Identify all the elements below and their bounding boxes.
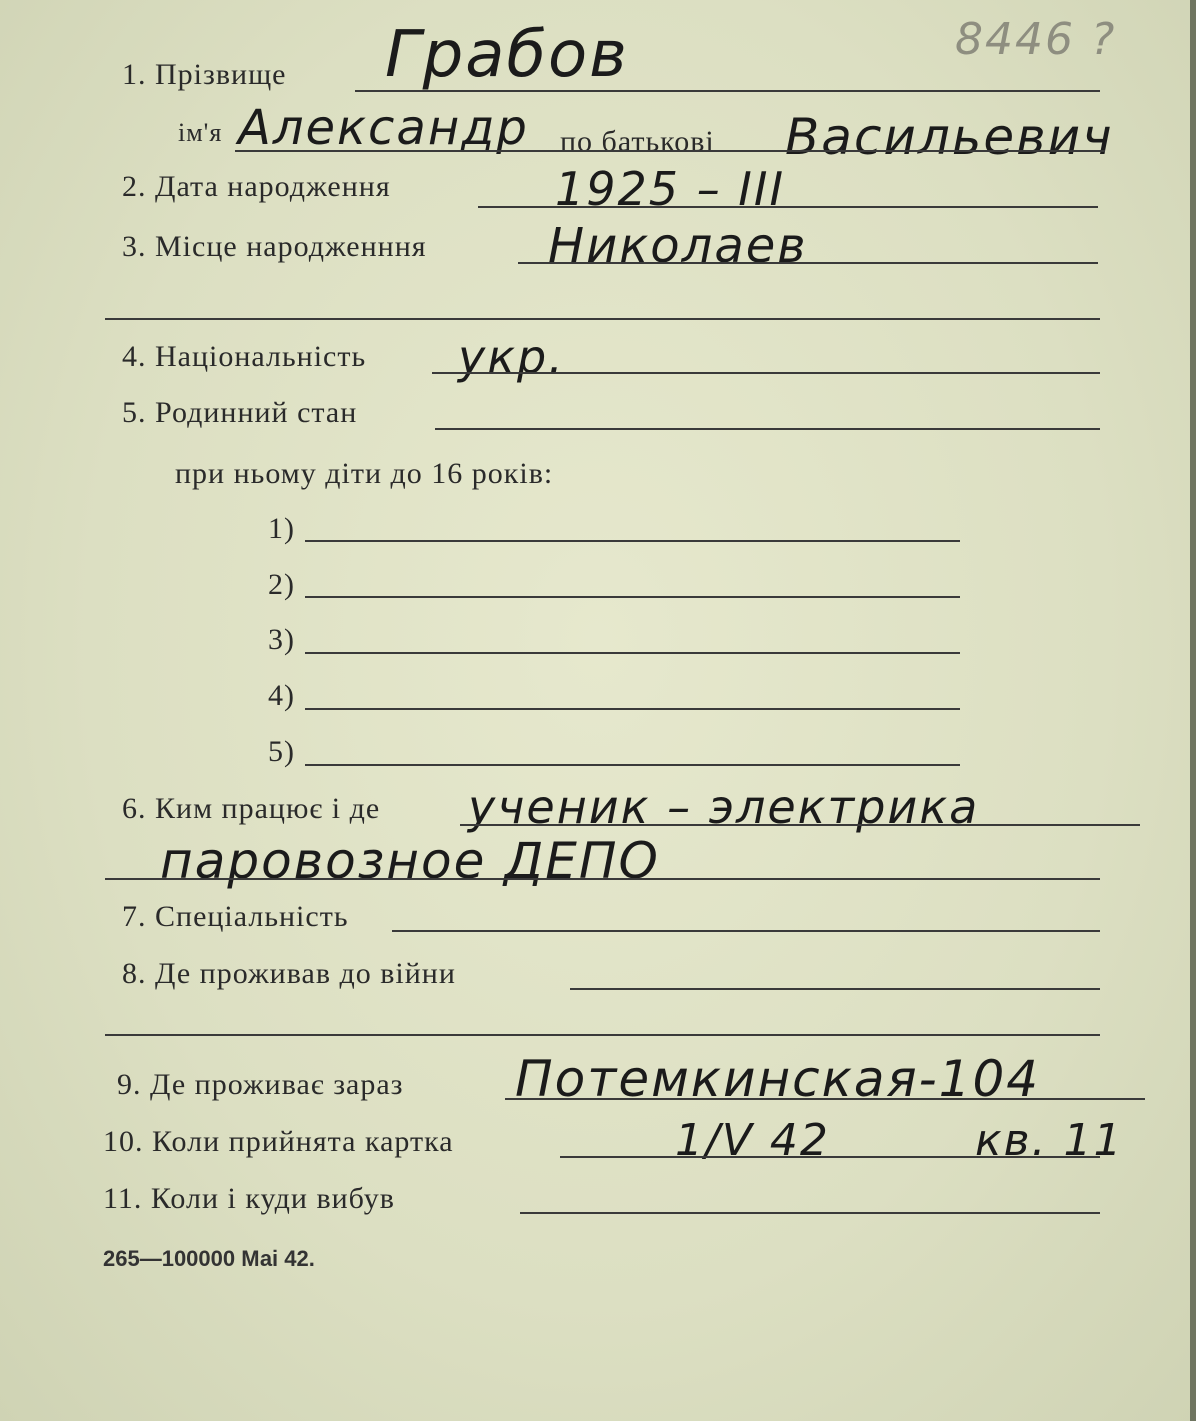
specialty-label: 7. Спеціальність (122, 900, 349, 933)
child-1-line (305, 540, 960, 542)
child-2-line (305, 596, 960, 598)
family-status-label: 5. Родинний стан (122, 396, 358, 429)
child-5-line (305, 764, 960, 766)
birth-place-line (518, 262, 1098, 264)
child-1-label: 1) (268, 512, 295, 545)
birth-place-value: Николаев (548, 218, 808, 274)
departed-label: 11. Коли і куди вибув (103, 1182, 395, 1215)
print-code: 265—100000 Маі 42. (103, 1246, 315, 1271)
birth-place-label: 3. Місце народженння (122, 230, 427, 263)
birth-date-label: 2. Дата народження (122, 170, 391, 203)
birth-date-line (478, 206, 1098, 208)
surname-value: Грабов (385, 18, 629, 92)
specialty-line (392, 930, 1100, 932)
card-received-value: 1/V 42 (675, 1115, 830, 1166)
birth-date-value: 1925 – III (555, 162, 786, 216)
apartment-value: кв. 11 (975, 1115, 1124, 1166)
card-received-label: 10. Коли прийнята картка (103, 1125, 454, 1158)
nationality-label: 4. Національність (122, 340, 367, 373)
card-received-line (560, 1156, 1100, 1158)
work-label: 6. Ким працює і де (122, 792, 381, 825)
name-value: Александр (238, 100, 529, 156)
nationality-line (432, 372, 1100, 374)
name-label: ім'я (178, 118, 223, 147)
work-value-2: паровозное ДЕПО (160, 832, 660, 890)
archive-number: 8446 ? (955, 14, 1117, 65)
work-value-1: ученик – электрика (468, 780, 980, 834)
family-status-line (435, 428, 1100, 430)
surname-label: 1. Прізвище (122, 58, 287, 91)
work-line (460, 824, 1140, 826)
child-5-label: 5) (268, 735, 295, 768)
patronymic-label: по батькові (560, 125, 715, 158)
child-3-line (305, 652, 960, 654)
child-4-label: 4) (268, 679, 295, 712)
card-edge (1190, 0, 1196, 1421)
child-2-label: 2) (268, 568, 295, 601)
prewar-residence-label: 8. Де проживав до війни (122, 957, 456, 990)
birth-place-line-2 (105, 318, 1100, 320)
nationality-value: укр. (458, 330, 565, 384)
current-residence-value: Потемкинская-104 (515, 1050, 1041, 1108)
prewar-residence-line-2 (105, 1034, 1100, 1036)
name-line (235, 150, 1105, 152)
work-line-2 (105, 878, 1100, 880)
current-residence-label: 9. Де проживає зараз (117, 1068, 404, 1101)
current-residence-line (505, 1098, 1145, 1100)
patronymic-value: Васильевич (785, 108, 1114, 166)
children-label: при ньому діти до 16 років: (175, 457, 554, 490)
departed-line (520, 1212, 1100, 1214)
child-3-label: 3) (268, 623, 295, 656)
prewar-residence-line (570, 988, 1100, 990)
child-4-line (305, 708, 960, 710)
